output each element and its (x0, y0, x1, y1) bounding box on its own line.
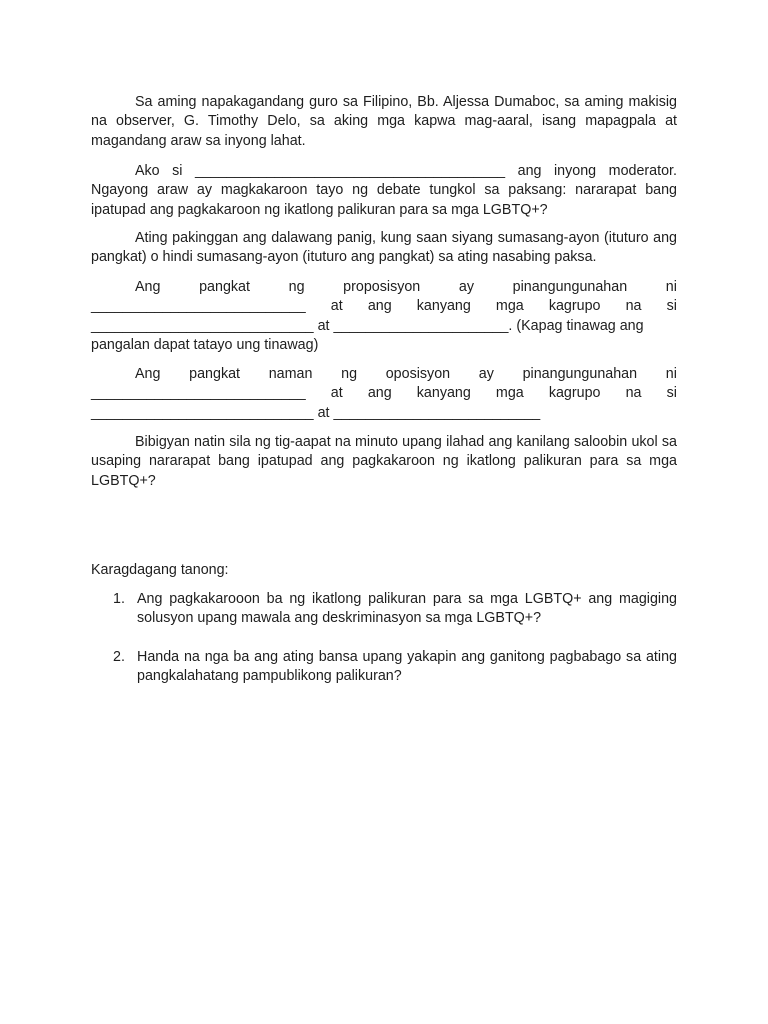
word: pangkat (189, 366, 241, 382)
proposition-line-1 (91, 278, 677, 297)
word: at (330, 298, 343, 315)
word: ng (288, 279, 305, 295)
proposition-line-2 (91, 297, 677, 316)
word: proposisyon (343, 279, 421, 295)
moderator-text: Ako si _______________________________________ ang inyong moderator. Ngayong araw ay magkakaroon tayo ng debate tungkol sa paksang: nararapat bang ipatupad ang pagkakaroon ng ikatlong palikuran para sa mga LGBTQ+? (91, 163, 677, 218)
question-text: Handa na nga ba ang ating bansa upang yakapin ang ganitong pagbabago sa ating pangkalahatang pampublikong palikuran? (137, 649, 677, 685)
moderator-paragraph (91, 162, 677, 220)
word: kagrupo (548, 385, 601, 402)
proposition-paragraph (91, 278, 677, 355)
word: at (330, 385, 343, 402)
opposition-line-1 (91, 365, 677, 384)
opposition-line-2 (91, 384, 677, 403)
question-item-2 (91, 648, 677, 687)
opposition-paragraph (91, 365, 677, 423)
word: ni (665, 366, 677, 382)
word: ng (341, 366, 358, 382)
question-text: Ang pagkakarooon ba ng ikatlong palikuran para sa mga LGBTQ+ ang magiging solusyon upang mawala ang deskriminasyon sa mga LGBTQ+? (137, 591, 677, 627)
word: si (666, 298, 677, 315)
word: kanyang (416, 385, 471, 402)
time-limit-paragraph (91, 433, 677, 491)
question-item-1 (91, 590, 677, 629)
word: na (625, 298, 642, 315)
heading-text: Karagdagang tanong: (91, 562, 229, 578)
proposition-line-4: pangalan dapat tatayo ung tinawag) (91, 336, 319, 353)
word: kanyang (416, 298, 471, 315)
word: mga (495, 298, 524, 315)
greeting-text: Sa aming napakagandang guro sa Filipino, Bb. Aljessa Dumaboc, sa aming makisig na observer, G. Timothy Delo, sa aking mga kapwa mag-aaral, isang mapagpala at magandang araw sa inyong lahat. (91, 94, 677, 149)
name-blank: ___________________________ (91, 385, 306, 402)
word: mga (495, 385, 524, 402)
sides-text: Ating pakinggan ang dalawang panig, kung saan siyang sumasang-ayon (ituturo ang pangkat) o hindi sumasang-ayon (ituturo ang pangkat) sa ating nasabing paksa. (91, 230, 677, 266)
sides-paragraph (91, 229, 677, 268)
word: ay (478, 366, 494, 382)
word: ang (367, 385, 392, 402)
greeting-paragraph (91, 93, 677, 151)
list-number: 2. (113, 649, 125, 665)
time-limit-text: Bibigyan natin sila ng tig-aapat na minuto upang ilahad ang kanilang saloobin ukol sa usaping nararapat bang ipatupad ang pagkakaroon ng ikatlong palikuran para sa mga LGBTQ+? (91, 434, 677, 489)
word: ang (367, 298, 392, 315)
word: na (625, 385, 642, 402)
word: si (666, 385, 677, 402)
word: naman (268, 366, 313, 382)
word: pinangungunahan (512, 279, 628, 295)
word: ay (458, 279, 475, 295)
proposition-line-3: ____________________________ at ______________________. (Kapag tinawag ang (91, 317, 644, 334)
list-number: 1. (113, 591, 125, 607)
word: pangkat (199, 279, 250, 295)
word: ni (665, 279, 677, 295)
additional-questions-heading (91, 561, 677, 580)
name-blank: ___________________________ (91, 298, 306, 315)
word: Ang (135, 366, 161, 382)
opposition-line-3: ____________________________ at __________________________ (91, 404, 541, 421)
word: kagrupo (548, 298, 601, 315)
word: oposisyon (385, 366, 451, 382)
word: pinangungunahan (522, 366, 638, 382)
word: Ang (135, 279, 161, 295)
